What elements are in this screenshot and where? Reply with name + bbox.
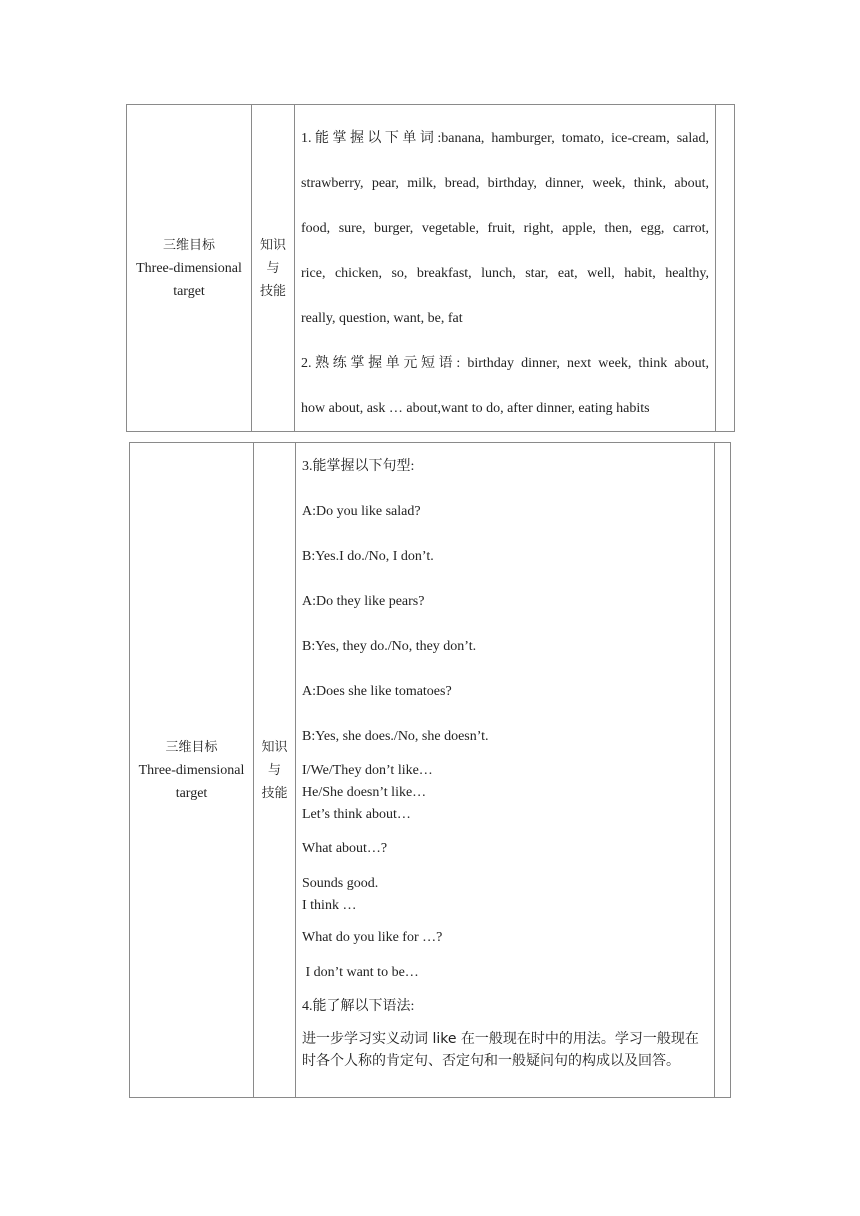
knowledge-skills-cell: [254, 443, 296, 1098]
grammar-description: 进一步学习实义动词 like 在一般现在时中的用法。学习一般现在时各个人称的肯定句、否定句和一般疑问句的构成以及回答。: [302, 1031, 699, 1069]
sentence-line: Sounds good.: [302, 876, 379, 891]
knowledge-skills-cell: [252, 105, 295, 432]
knowledge-label-2: 与: [267, 762, 281, 778]
knowledge-label-1: 知识: [261, 739, 288, 755]
sentence-line: Let’s think about…: [302, 807, 411, 822]
target-label-cn: 三维目标: [162, 237, 215, 253]
sentence-line: B:Yes.I do./No, I don’t.: [302, 549, 434, 564]
vocabulary-line: rice, chicken, so, breakfast, lunch, star, eat, well, habit, healthy,: [301, 266, 709, 281]
sentence-line: B:Yes, they do./No, they don’t.: [302, 639, 477, 654]
knowledge-label-3: 技能: [259, 283, 286, 299]
vocabulary-line: really, question, want, be, fat: [301, 311, 463, 326]
objectives-table-2: [129, 442, 731, 1098]
sentence-patterns-cell: [296, 443, 715, 1098]
sentence-line: I/We/They don’t like…: [302, 763, 433, 778]
knowledge-label-3: 技能: [261, 785, 288, 801]
empty-cell: [715, 443, 731, 1098]
sentence-line: A:Does she like tomatoes?: [302, 684, 452, 699]
knowledge-label-1: 知识: [259, 237, 286, 253]
target-label-cn: 三维目标: [165, 739, 218, 755]
vocabulary-line: 1.能掌握以下单词:banana, hamburger, tomato, ice-cream, salad,: [301, 131, 709, 146]
empty-cell: [716, 105, 735, 432]
target-label-en-2: target: [173, 283, 205, 299]
phrases-line: how about, ask … about,want to do, after dinner, eating habits: [301, 401, 650, 416]
vocabulary-content-cell: [295, 105, 716, 432]
sentence-line: What do you like for …?: [302, 930, 443, 945]
sentence-line: 3.能掌握以下句型:: [302, 459, 415, 474]
vocabulary-line: food, sure, burger, vegetable, fruit, right, apple, then, egg, carrot,: [301, 221, 709, 236]
target-label-en-1: Three-dimensional: [138, 762, 245, 778]
objectives-table-1: [126, 104, 735, 432]
sentence-line: A:Do they like pears?: [302, 594, 425, 609]
sentence-line: A:Do you like salad?: [302, 504, 421, 519]
target-label-en-1: Three-dimensional: [136, 260, 242, 276]
sentence-line: I think …: [302, 898, 357, 913]
sentence-line: What about…?: [302, 841, 388, 856]
vocabulary-line: strawberry, pear, milk, bread, birthday, dinner, week, think, about,: [301, 176, 709, 191]
sentence-line: I don’t want to be…: [302, 965, 419, 980]
three-dimensional-target-cell: [127, 105, 252, 432]
phrases-line: 2.熟练掌握单元短语: birthday dinner, next week, think about,: [301, 356, 709, 371]
sentence-line: B:Yes, she does./No, she doesn’t.: [302, 729, 489, 744]
sentence-line: He/She doesn’t like…: [302, 785, 427, 800]
knowledge-label-2: 与: [266, 260, 280, 276]
target-label-en-2: target: [175, 785, 208, 801]
grammar-heading: 4.能了解以下语法:: [302, 999, 415, 1014]
three-dimensional-target-cell: [130, 443, 254, 1098]
